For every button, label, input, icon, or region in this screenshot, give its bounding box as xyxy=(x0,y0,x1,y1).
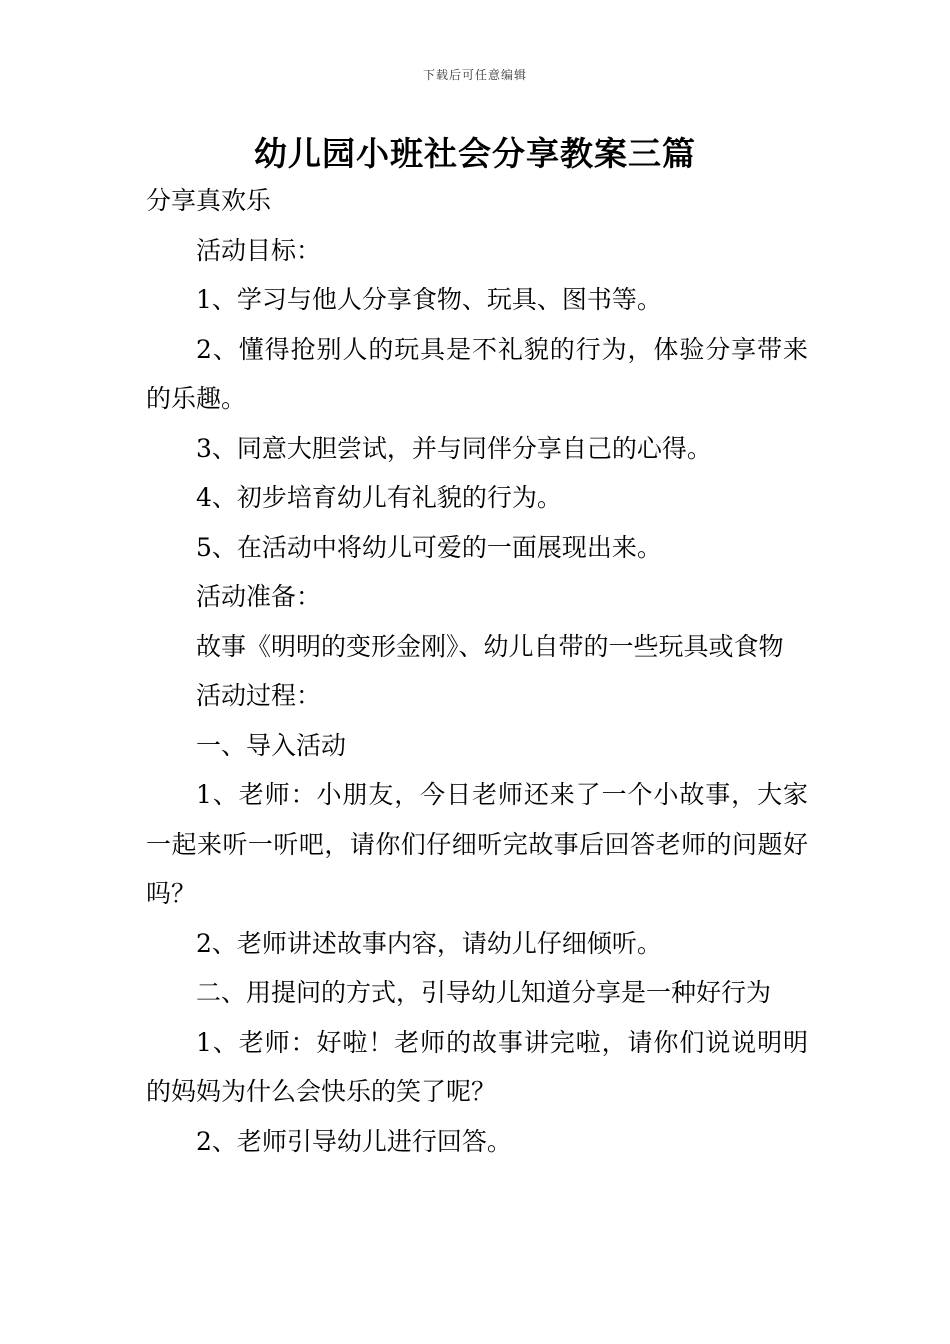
paragraph: 2、老师讲述故事内容，请幼儿仔细倾听。 xyxy=(196,928,662,958)
paragraph: 4、初步培育幼儿有礼貌的行为。 xyxy=(196,483,562,512)
paragraph: 故事《明明的变形金刚》、幼儿自带的一些玩具或食物 xyxy=(196,631,784,661)
paragraph: 活动目标： xyxy=(196,235,322,265)
document-body xyxy=(146,176,808,1166)
paragraph: 1、老师：好啦！老师的故事讲完啦，请你们说说明明的妈妈为什么会快乐的笑了呢？ xyxy=(146,1027,808,1106)
paragraph: 2、老师引导幼儿进行回答。 xyxy=(196,1126,512,1156)
paragraph: 一、导入活动 xyxy=(196,730,347,760)
paragraph: 活动过程： xyxy=(196,681,322,710)
header-note: 下载后可任意编辑 xyxy=(422,68,527,82)
paragraph: 3、同意大胆尝试，并与同伴分享自己的心得。 xyxy=(196,433,712,463)
paragraph: 二、用提问的方式，引导幼儿知道分享是一种好行为 xyxy=(196,978,772,1007)
paragraph: 5、在活动中将幼儿可爱的一面展现出来。 xyxy=(196,532,662,562)
paragraph: 分享真欢乐 xyxy=(146,186,272,215)
document-title: 幼儿园小班社会分享教案三篇 xyxy=(254,134,696,173)
paragraph: 1、老师：小朋友，今日老师还来了一个小故事，大家一起来听一听吧，请你们仔细听完故事后回答老师的问题好吗？ xyxy=(146,780,808,908)
paragraph: 活动准备： xyxy=(196,582,322,611)
paragraph: 2、懂得抢别人的玩具是不礼貌的行为，体验分享带来的乐趣。 xyxy=(146,334,808,413)
paragraph: 1、学习与他人分享食物、玩具、图书等。 xyxy=(196,285,662,314)
